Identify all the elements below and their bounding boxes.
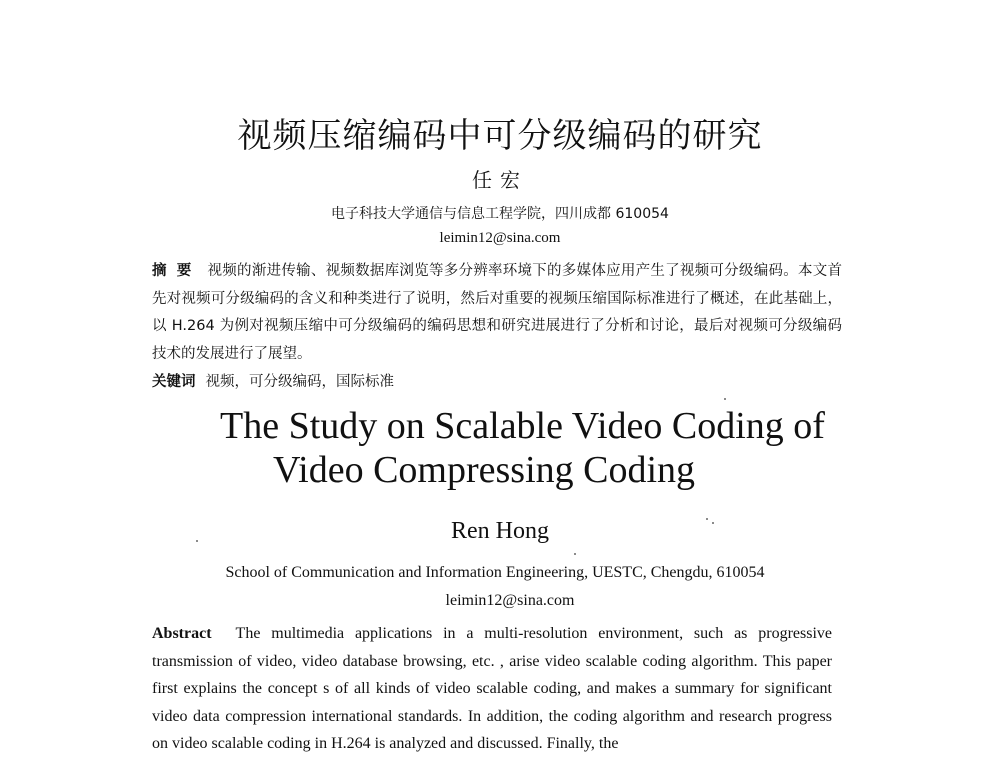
english-author: Ren Hong — [451, 518, 549, 544]
english-abstract-label: Abstract — [152, 625, 212, 642]
english-affiliation: School of Communication and Information Engineering, UESTC, Chengdu, 610054 — [225, 564, 765, 581]
english-title-line2: Video Compressing Coding — [273, 449, 696, 491]
english-abstract-text: The multimedia applications in a multi-resolution environment, such as progressive transmission of video, video database browsing, etc. , arise video scalable coding algorithm. This paper first explains the concept s of all kinds of video scalable coding, and makes a summary for significant video data compression international standards. In addition, the coding algorithm and research progress on video scalable coding in H.264 is analyzed and discussed. Finally, the — [152, 625, 832, 752]
chinese-author: 任宏 — [472, 168, 528, 192]
chinese-keywords-label: 关键词 — [152, 374, 196, 390]
english-title-line1: The Study on Scalable Video Coding of — [220, 405, 825, 447]
scan-speck — [574, 553, 576, 555]
scan-speck — [196, 540, 198, 542]
english-abstract — [152, 620, 832, 758]
chinese-abstract — [152, 258, 842, 368]
chinese-abstract-text: 视频的渐进传输、视频数据库浏览等多分辨率环境下的多媒体应用产生了视频可分级编码。本文首先对视频可分级编码的含义和种类进行了说明，然后对重要的视频压缩国际标准进行了概述，在此基础上，以 H.264 为例对视频压缩中可分级编码的编码思想和研究进展进行了分析和讨论，最后对视频可分级编码技术的发展进行了展望。 — [152, 263, 843, 362]
scan-speck — [712, 522, 714, 524]
chinese-keywords-text: 视频，可分级编码，国际标准 — [205, 374, 394, 390]
chinese-affiliation: 电子科技大学通信与信息工程学院，四川成都 610054 — [331, 206, 669, 222]
scan-speck — [706, 518, 708, 520]
chinese-keywords — [152, 370, 842, 391]
english-email: leimin12@sina.com — [445, 592, 575, 609]
chinese-title: 视频压缩编码中可分级编码的研究 — [237, 116, 763, 156]
chinese-abstract-label: 摘要 — [152, 263, 202, 279]
chinese-email: leimin12@sina.com — [439, 230, 561, 246]
scan-speck — [724, 398, 726, 400]
